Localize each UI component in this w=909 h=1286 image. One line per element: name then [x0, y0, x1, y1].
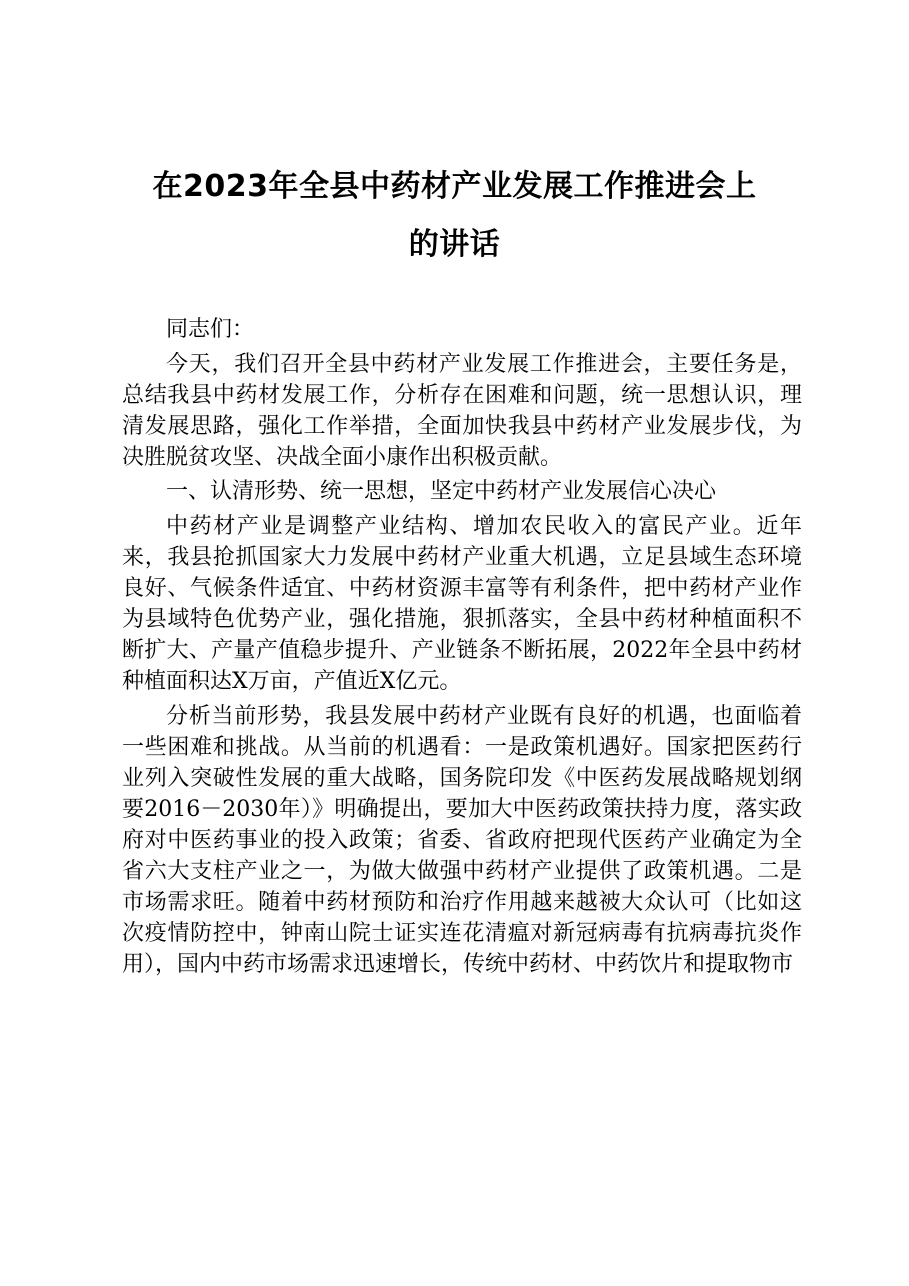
document-title — [120, 158, 789, 274]
paragraph-situation: 分析当前形势，我县发展中药材产业既有良好的机遇，也面临着一些困难和挑战。从当前的机遇看：一是政策机遇好。国家把医药行业列入突破性发展的重大战略，国务院印发《中医药发展战略规划纲要2016－2030年）》明确提出，要加大中医药政策扶持力度，落实政府对中医药事业的投入政策；省委、省政府把现代医药产业确定为全省六大支柱产业之一，为做大做强中药材产业提供了政策机遇。二是市场需求旺。随着中药材预防和治疗作用越来越被大众认可（比如这次疫情防控中，钟南山院士证实连花清瘟对新冠病毒有抗病毒抗炎作用），国内中药市场需求迅速增长，传统中药材、中药饮片和提取物市 — [122, 704, 802, 977]
title-line-2: 的讲话 — [408, 227, 501, 262]
section-heading-1: 一、认清形势、统一思想，坚定中药材产业发展信心决心 — [166, 479, 717, 504]
title-line-1: 在2023年全县中药材产业发展工作推进会上 — [152, 169, 757, 204]
paragraph-intro: 今天，我们召开全县中药材产业发展工作推进会，主要任务是，总结我县中药材发展工作，分析存在困难和问题，统一思想认识，理清发展思路，强化工作举措，全面加快我县中药材产业发展步伐，为决胜脱贫攻坚、决战全面小康作出积极贡献。 — [122, 352, 802, 470]
salutation: 同志们： — [166, 317, 255, 342]
document-body — [122, 314, 802, 980]
paragraph-industry: 中药材产业是调整产业结构、增加农民收入的富民产业。近年来，我县抢抓国家大力发展中药材产业重大机遇，立足县域生态环境良好、气候条件适宜、中药材资源丰富等有利条件，把中药材产业作为县域特色优势产业，强化措施，狠抓落实，全县中药材种植面积不断扩大、产量产值稳步提升、产业链条不断拓展，2022年全县中药材种植面积达X万亩，产值近X亿元。 — [122, 514, 802, 694]
